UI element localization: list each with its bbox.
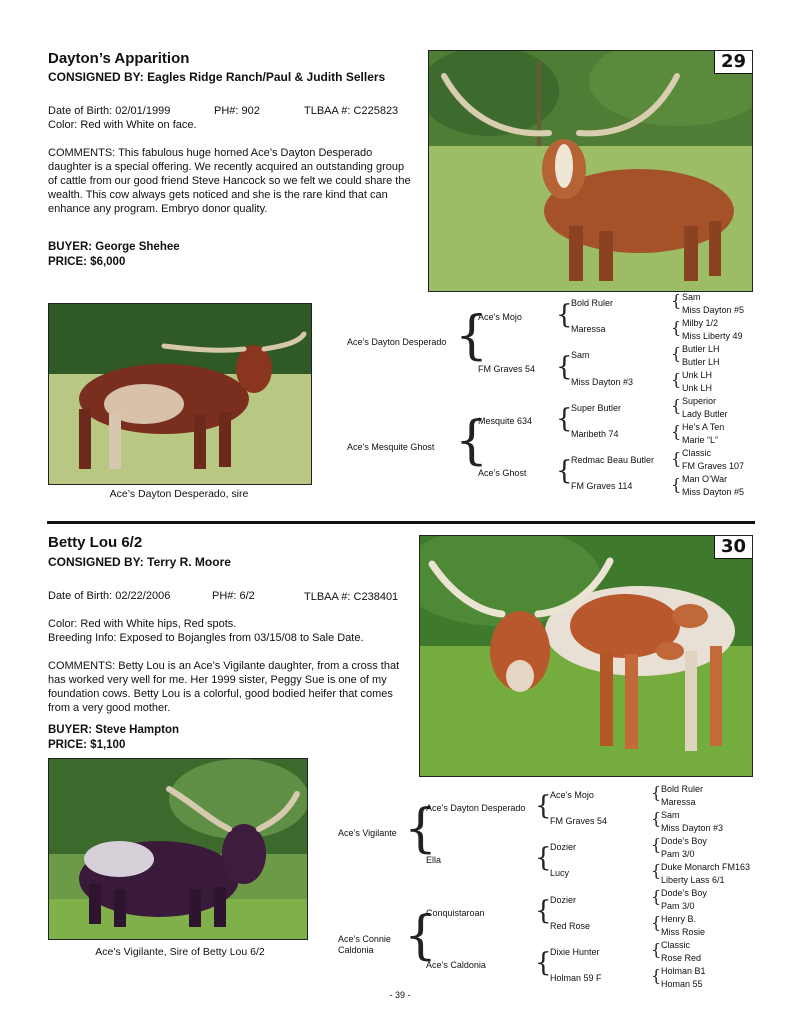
date-of-birth: Date of Birth: 02/01/1999 [48, 105, 171, 117]
pedigree-gen4: Sam [661, 810, 680, 820]
pedigree-gen3: Dozier [550, 842, 577, 852]
pedigree-gen2: Ella [426, 855, 442, 865]
pedigree-gen3: Maressa [571, 324, 606, 334]
pedigree-gen4: Superior [682, 396, 717, 406]
pedigree-brace: { [671, 396, 682, 415]
sire-photo [48, 303, 312, 485]
consignor: Terry R. Moore [147, 555, 231, 569]
pedigree-brace: { [671, 318, 682, 337]
breeding-info: Breeding Info: Exposed to Bojangles from 03/15/08 to Sale Date. [48, 632, 364, 644]
sire-photo-caption: Ace’s Vigilante, Sire of Betty Lou 6/2 [95, 946, 265, 958]
pedigree-gen3: Dozier [550, 895, 577, 905]
pedigree-gen4: Dode’s Boy [661, 836, 707, 846]
pedigree-brace: { [651, 940, 662, 959]
pedigree-brace: { [651, 913, 662, 932]
pedigree-brace: { [556, 456, 573, 486]
pedigree-brace: { [404, 799, 438, 859]
date-of-birth: Date of Birth: 02/22/2006 [48, 590, 171, 602]
pedigree-brace: { [671, 291, 682, 310]
pedigree-gen4: Miss Dayton #5 [682, 487, 745, 497]
pedigree-gen4: FM Graves 107 [682, 461, 745, 471]
pedigree-gen4: Unk LH [682, 383, 713, 393]
lot-name: Betty Lou 6/2 [48, 534, 143, 551]
pedigree-gen4: Miss Liberty 49 [682, 331, 743, 341]
lot-name: Dayton’s Apparition [48, 50, 190, 67]
pedigree-gen3: Dixie Hunter [550, 947, 600, 957]
pedigree-brace: { [671, 422, 682, 441]
pedigree-gen4: Holman B1 [661, 966, 706, 976]
buyer: BUYER: George Shehee [48, 241, 180, 253]
pedigree-brace: { [671, 344, 682, 363]
pedigree-brace: { [535, 896, 552, 926]
lot-number-badge: 30 [714, 535, 753, 559]
pedigree-gen2: Ace’s Mojo [478, 312, 522, 322]
pedigree-brace: { [671, 370, 682, 389]
pedigree-gen4: Duke Monarch FM163 [661, 862, 751, 872]
pedigree-sire: Ace’s Dayton Desperado [347, 337, 447, 347]
pedigree-gen4: Butler LH [682, 344, 720, 354]
pedigree-gen4: Classic [682, 448, 712, 458]
pedigree-dam: Ace’s Connie Caldonia [338, 934, 391, 955]
pedigree-gen4: Liberty Lass 6/1 [661, 875, 725, 885]
pedigree-gen4: He’s A Ten [682, 422, 725, 432]
pedigree-brace: { [651, 783, 662, 802]
pedigree-gen2: Mesquite 634 [478, 416, 533, 426]
pedigree-gen3: Ace’s Mojo [550, 790, 594, 800]
consigned-by-label: CONSIGNED BY: [48, 70, 144, 84]
pedigree-gen2: Ace’s Ghost [478, 468, 527, 478]
pedigree-gen4: Henry B. [661, 914, 697, 924]
pedigree-brace: { [556, 404, 573, 434]
price: PRICE: $6,000 [48, 256, 126, 268]
color-description: Color: Red with White hips, Red spots. [48, 618, 237, 630]
comments: COMMENTS: This fabulous huge horned Ace’s Dayton Desperado daughter is a special offering. We recently acquired an outstanding group of cattle from our good friend Steve Hancock so we felt we could share the wealth. This cow always gets noticed and she is the rare kind that can enhance any program. Embryo donor quality. [48, 147, 411, 215]
color-description: Color: Red with White on face. [48, 119, 197, 131]
pedigree-gen4: Lady Butler [682, 409, 728, 419]
pedigree-brace: { [671, 475, 682, 494]
sire-photo-caption: Ace’s Dayton Desperado, sire [109, 488, 249, 500]
pedigree-gen4: Rose Red [661, 953, 702, 963]
pedigree-gen4: Miss Rosie [661, 927, 706, 937]
tlbaa-number: TLBAA #: C238401 [304, 591, 399, 603]
pedigree-gen2: FM Graves 54 [478, 364, 536, 374]
pedigree-brace: { [651, 809, 662, 828]
pedigree-gen4: Miss Dayton #3 [661, 823, 724, 833]
pedigree-gen3: Maribeth 74 [571, 429, 619, 439]
pedigree-gen4: Butler LH [682, 357, 720, 367]
pedigree-brace: { [535, 948, 552, 978]
pedigree-brace: { [556, 300, 573, 330]
longhorn-heifer-photo [420, 536, 752, 776]
sire-bull-photo [49, 759, 307, 939]
pedigree-gen3: Red Rose [550, 921, 591, 931]
pedigree-gen2: Ace’s Dayton Desperado [426, 803, 526, 813]
lot-photo [428, 50, 753, 292]
pedigree-brace: { [651, 887, 662, 906]
pedigree-gen3: Super Butler [571, 403, 622, 413]
pedigree-sire: Ace’s Vigilante [338, 828, 397, 838]
lot-number-badge: 29 [714, 50, 753, 74]
pedigree-gen4: Miss Dayton #5 [682, 305, 745, 315]
tlbaa-number: TLBAA #: C225823 [304, 105, 399, 117]
pedigree-gen3: FM Graves 54 [550, 816, 608, 826]
pedigree-gen3: Bold Ruler [571, 298, 614, 308]
pedigree-gen4: Dode’s Boy [661, 888, 707, 898]
consigned-by [48, 70, 385, 84]
sire-photo [48, 758, 308, 940]
pedigree-brace: { [671, 449, 682, 468]
lot-photo [419, 535, 753, 777]
pedigree-dam: Ace’s Mesquite Ghost [347, 442, 435, 452]
consignor: Eagles Ridge Ranch/Paul & Judith Sellers [147, 70, 386, 84]
pedigree-brace: { [651, 861, 662, 880]
sire-bull-photo [49, 304, 311, 484]
pedigree-brace: { [535, 791, 552, 821]
pedigree-brace: { [651, 966, 662, 985]
pedigree-gen4: Maressa [661, 797, 696, 807]
section-divider [47, 521, 755, 524]
pedigree-gen4: Man O’War [682, 474, 728, 484]
longhorn-cow-photo [429, 51, 752, 291]
consigned-by-label: CONSIGNED BY: [48, 555, 144, 569]
pedigree-brace: { [455, 306, 489, 366]
pedigree-gen4: Pam 3/0 [661, 849, 695, 859]
ph-number: PH#: 6/2 [212, 590, 255, 602]
pedigree-gen3: Lucy [550, 868, 570, 878]
pedigree-gen3: Holman 59 F [550, 973, 602, 983]
pedigree-gen4: Bold Ruler [661, 784, 704, 794]
page-number: - 39 - [389, 990, 411, 1000]
pedigree-gen3: Miss Dayton #3 [571, 377, 634, 387]
ph-number: PH#: 902 [214, 105, 260, 117]
pedigree-gen3: FM Graves 114 [571, 481, 633, 491]
pedigree-gen3: Redmac Beau Butler [571, 455, 655, 465]
pedigree-gen4: Classic [661, 940, 691, 950]
buyer: BUYER: Steve Hampton [48, 724, 179, 736]
pedigree-gen2: Ace’s Caldonia [426, 960, 486, 970]
pedigree-gen4: Pam 3/0 [661, 901, 695, 911]
pedigree-gen4: Marie “L” [682, 435, 719, 445]
pedigree-gen3: Sam [571, 350, 590, 360]
pedigree-brace: { [556, 352, 573, 382]
pedigree-brace: { [535, 843, 552, 873]
pedigree-gen4: Milby 1/2 [682, 318, 719, 328]
pedigree-brace: { [404, 906, 438, 966]
pedigree-gen4: Homan 55 [661, 979, 703, 989]
consigned-by [48, 555, 231, 569]
pedigree-brace: { [651, 835, 662, 854]
pedigree-gen4: Sam [682, 292, 701, 302]
pedigree-brace: { [455, 411, 489, 471]
pedigree-gen2: Conquistaroan [426, 908, 485, 918]
price: PRICE: $1,100 [48, 739, 126, 751]
comments: COMMENTS: Betty Lou is an Ace’s Vigilante daughter, from a cross that has worked very well for me. Her 1999 sister, Peggy Sue is one of my foundation cows. Betty Lou is a colorful, good bodied heifer that comes from a very good mother. [48, 660, 400, 714]
pedigree-gen4: Unk LH [682, 370, 713, 380]
